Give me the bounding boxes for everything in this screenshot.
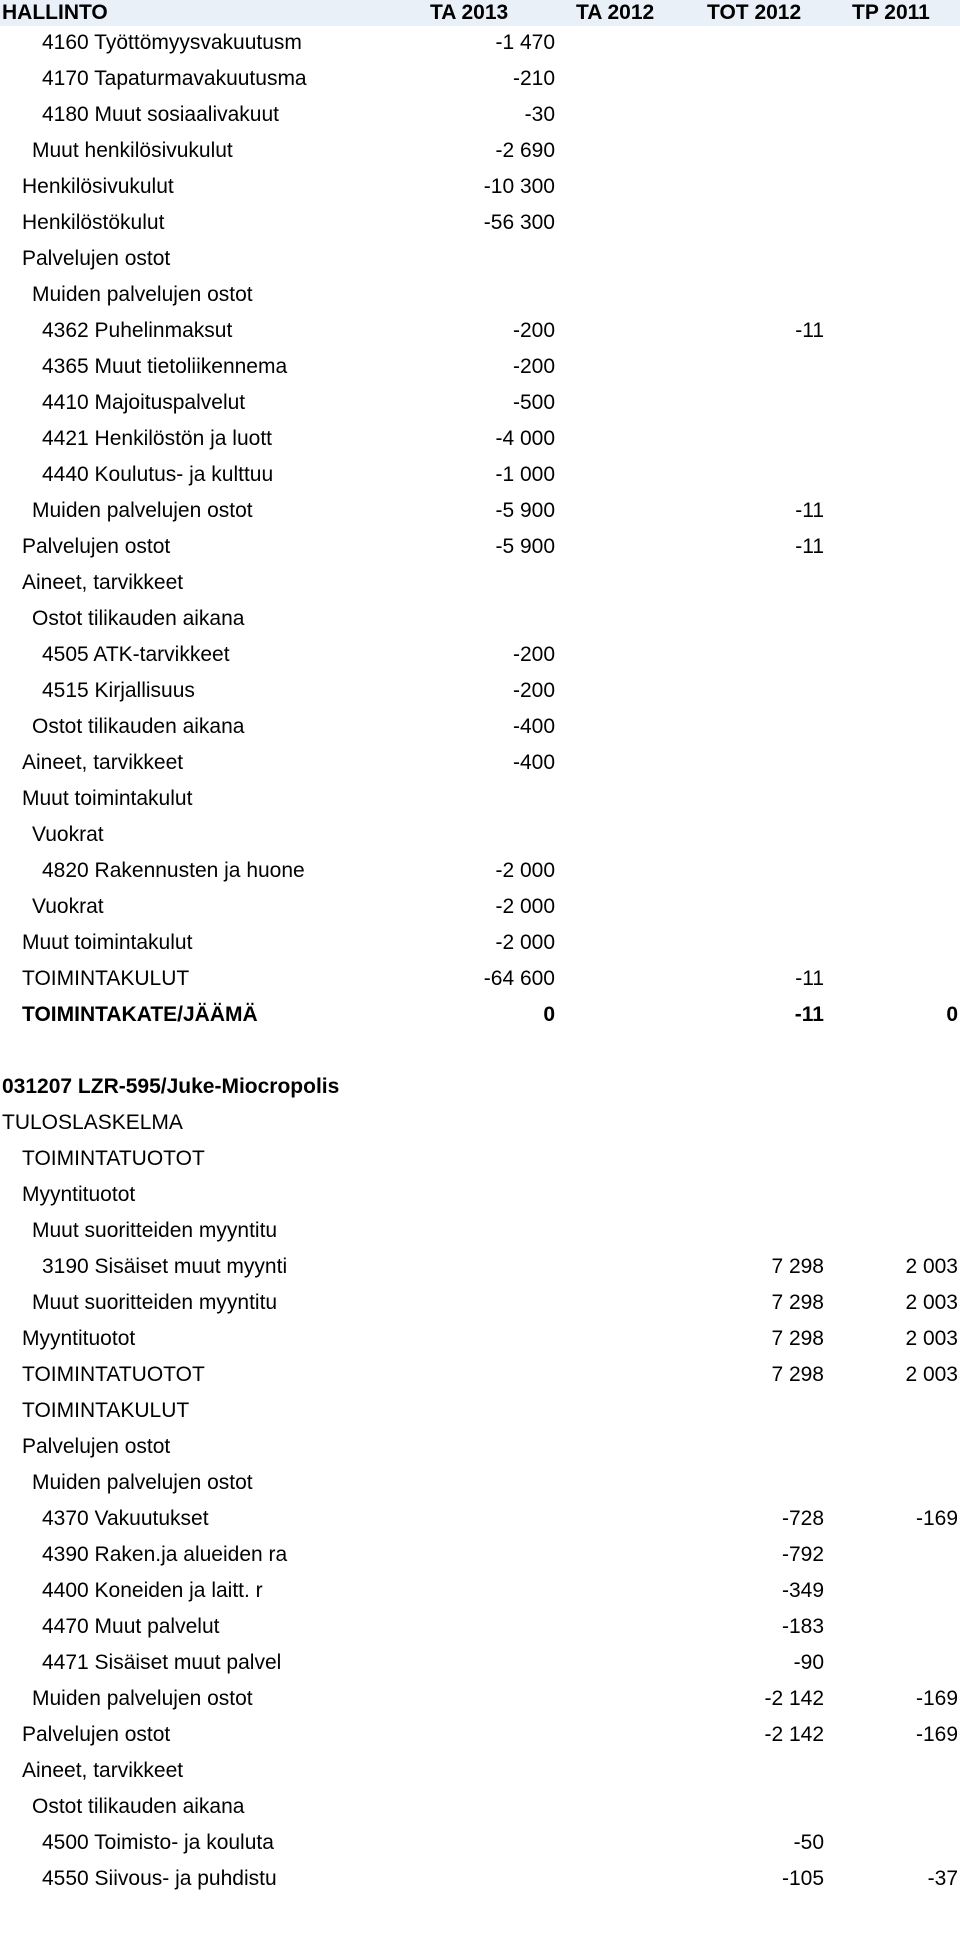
table-row: [0, 1358, 960, 1394]
row-label: Muiden palvelujen ostot: [32, 1687, 253, 1710]
cell-tot2012: -11: [795, 499, 824, 522]
cell-ta2013: 0: [543, 1003, 555, 1026]
table-row: [0, 1286, 960, 1322]
row-label: 4365 Muut tietoliikennema: [42, 355, 288, 378]
row-label: Muut henkilösivukulut: [32, 139, 233, 162]
table-row: [0, 998, 960, 1034]
cell-tot2012: -50: [793, 1831, 824, 1854]
table-row: [0, 1862, 960, 1898]
cell-tot2012: -11: [794, 1003, 824, 1026]
row-label: 4550 Siivous- ja puhdistu: [42, 1867, 277, 1890]
table-row: [0, 1754, 960, 1790]
table-row: [0, 782, 960, 818]
row-label: Muiden palvelujen ostot: [32, 499, 253, 522]
cell-ta2013: -200: [512, 319, 555, 342]
row-label: Henkilösivukulut: [22, 175, 174, 198]
column-header-row: [0, 0, 960, 26]
cell-tot2012: -90: [793, 1651, 824, 1674]
cell-ta2013: -400: [512, 751, 555, 774]
table-row: [0, 278, 960, 314]
column-ta-2012: TA 2012: [576, 1, 655, 24]
row-label: Aineet, tarvikkeet: [22, 751, 184, 774]
row-label: Myyntituotot: [22, 1327, 136, 1350]
table-row: [0, 1034, 960, 1070]
table-row: [0, 1070, 960, 1106]
row-label: Palvelujen ostot: [22, 1723, 171, 1746]
cell-tp2011: 2 003: [905, 1363, 958, 1386]
row-label: 4470 Muut palvelut: [42, 1615, 220, 1638]
table-row: [0, 1682, 960, 1718]
row-label: Aineet, tarvikkeet: [22, 571, 184, 594]
row-label: 4160 Työttömyysvakuutusm: [42, 31, 302, 54]
cell-ta2013: -56 300: [483, 211, 555, 234]
table-row: [0, 1790, 960, 1826]
table-row: [0, 98, 960, 134]
row-label: Palvelujen ostot: [22, 247, 171, 270]
cell-ta2013: -2 000: [495, 931, 555, 954]
row-label: TOIMINTATUOTOT: [22, 1147, 205, 1170]
table-row: [0, 422, 960, 458]
cell-ta2013: -30: [524, 103, 555, 126]
row-label: 4370 Vakuutukset: [42, 1507, 209, 1530]
table-row: [0, 1322, 960, 1358]
table-row: [0, 170, 960, 206]
cell-ta2013: -2 000: [495, 895, 555, 918]
cell-ta2013: -5 900: [495, 499, 555, 522]
column-tp-2011: TP 2011: [852, 1, 930, 24]
cell-tp2011: -169: [915, 1687, 958, 1710]
cell-ta2013: -210: [512, 67, 555, 90]
row-label: Vuokrat: [32, 823, 104, 846]
table-row: [0, 1106, 960, 1142]
cell-tp2011: 2 003: [905, 1327, 958, 1350]
row-label: 4400 Koneiden ja laitt. r: [42, 1579, 263, 1602]
row-label: Muut suoritteiden myyntitu: [32, 1291, 278, 1314]
cell-tot2012: -11: [795, 319, 824, 342]
table-row: [0, 602, 960, 638]
cell-ta2013: -2 690: [495, 139, 555, 162]
table-row: [0, 386, 960, 422]
cell-tp2011: 2 003: [905, 1291, 958, 1314]
table-row: [0, 926, 960, 962]
cell-tot2012: 7 298: [771, 1327, 824, 1350]
row-label: 3190 Sisäiset muut myynti: [42, 1255, 288, 1278]
cell-ta2013: -5 900: [495, 535, 555, 558]
table-row: [0, 1574, 960, 1610]
row-label: 4390 Raken.ja alueiden ra: [42, 1543, 288, 1566]
table-row: [0, 566, 960, 602]
cell-tot2012: -2 142: [764, 1687, 824, 1710]
row-label: Ostot tilikauden aikana: [32, 715, 245, 738]
cell-tot2012: -11: [795, 535, 824, 558]
row-label: TOIMINTAKATE/JÄÄMÄ: [22, 1003, 258, 1026]
cell-ta2013: -4 000: [495, 427, 555, 450]
table-row: [0, 890, 960, 926]
table-row: [0, 1178, 960, 1214]
table-row: [0, 314, 960, 350]
table-row: [0, 494, 960, 530]
cell-ta2013: -200: [512, 679, 555, 702]
table-row: [0, 1250, 960, 1286]
sheet-title: HALLINTO: [2, 1, 108, 24]
table-row: [0, 1142, 960, 1178]
cell-tot2012: -349: [781, 1579, 824, 1602]
row-label: Muut toimintakulut: [22, 931, 193, 954]
row-label: Muut suoritteiden myyntitu: [32, 1219, 278, 1242]
row-label: Palvelujen ostot: [22, 535, 171, 558]
cell-tp2011: 0: [946, 1003, 958, 1026]
row-label: Muut toimintakulut: [22, 787, 193, 810]
cell-tot2012: -792: [781, 1543, 824, 1566]
table-row: [0, 206, 960, 242]
cell-tot2012: 7 298: [771, 1363, 824, 1386]
table-row: [0, 458, 960, 494]
cell-ta2013: -64 600: [483, 967, 555, 990]
row-label: Henkilöstökulut: [22, 211, 165, 234]
table-row: [0, 1502, 960, 1538]
table-row: [0, 1214, 960, 1250]
cell-tp2011: -169: [915, 1507, 958, 1530]
table-row: [0, 1538, 960, 1574]
table-row: [0, 134, 960, 170]
table-row: [0, 26, 960, 62]
row-label: 4421 Henkilöstön ja luott: [42, 427, 272, 450]
cell-ta2013: -1 470: [495, 31, 555, 54]
row-label: 4515 Kirjallisuus: [42, 679, 195, 702]
cell-tot2012: -105: [781, 1867, 824, 1890]
table-row: [0, 530, 960, 566]
row-label: 4170 Tapaturmavakuutusma: [42, 67, 307, 90]
row-label: 4505 ATK-tarvikkeet: [42, 643, 230, 666]
table-row: [0, 1826, 960, 1862]
row-label: 4820 Rakennusten ja huone: [42, 859, 305, 882]
cell-ta2013: -500: [512, 391, 555, 414]
table-row: [0, 674, 960, 710]
table-row: [0, 350, 960, 386]
table-row: [0, 1466, 960, 1502]
row-label: Ostot tilikauden aikana: [32, 607, 245, 630]
row-label: Vuokrat: [32, 895, 104, 918]
cell-tot2012: -11: [795, 967, 824, 990]
row-label: 4410 Majoituspalvelut: [42, 391, 246, 414]
cell-tp2011: -169: [915, 1723, 958, 1746]
row-label: 4180 Muut sosiaalivakuut: [42, 103, 279, 126]
row-label: TOIMINTAKULUT: [22, 1399, 190, 1422]
row-label: 4471 Sisäiset muut palvel: [42, 1651, 282, 1674]
row-label: Palvelujen ostot: [22, 1435, 171, 1458]
row-label: Muiden palvelujen ostot: [32, 283, 253, 306]
table-row: [0, 710, 960, 746]
cell-tot2012: 7 298: [771, 1255, 824, 1278]
table-row: [0, 1718, 960, 1754]
cell-tot2012: -2 142: [764, 1723, 824, 1746]
account-rows: [0, 26, 960, 1898]
cell-ta2013: -200: [512, 643, 555, 666]
table-row: [0, 1394, 960, 1430]
row-label: 4362 Puhelinmaksut: [42, 319, 233, 342]
cell-tot2012: 7 298: [771, 1291, 824, 1314]
cell-ta2013: -400: [512, 715, 555, 738]
row-label: 4500 Toimisto- ja kouluta: [42, 1831, 274, 1854]
cell-tot2012: -728: [781, 1507, 824, 1530]
table-row: [0, 746, 960, 782]
table-row: [0, 854, 960, 890]
cell-ta2013: -200: [512, 355, 555, 378]
row-label: TOIMINTATUOTOT: [22, 1363, 205, 1386]
table-row: [0, 62, 960, 98]
table-row: [0, 1610, 960, 1646]
column-tot-2012: TOT 2012: [707, 1, 802, 24]
cell-tp2011: 2 003: [905, 1255, 958, 1278]
row-label: Aineet, tarvikkeet: [22, 1759, 184, 1782]
cell-ta2013: -2 000: [495, 859, 555, 882]
row-label: TULOSLASKELMA: [2, 1111, 183, 1134]
row-label: 031207 LZR-595/Juke-Miocropolis: [2, 1075, 340, 1098]
row-label: Myyntituotot: [22, 1183, 136, 1206]
row-label: 4440 Koulutus- ja kulttuu: [42, 463, 274, 486]
column-ta-2013: TA 2013: [430, 1, 509, 24]
row-label: Ostot tilikauden aikana: [32, 1795, 245, 1818]
cell-tot2012: -183: [781, 1615, 824, 1638]
table-row: [0, 1646, 960, 1682]
table-row: [0, 242, 960, 278]
cell-ta2013: -10 300: [483, 175, 555, 198]
cell-tp2011: -37: [927, 1867, 958, 1890]
row-label: TOIMINTAKULUT: [22, 967, 190, 990]
table-row: [0, 962, 960, 998]
table-row: [0, 638, 960, 674]
table-row: [0, 818, 960, 854]
row-label: Muiden palvelujen ostot: [32, 1471, 253, 1494]
table-row: [0, 1430, 960, 1466]
cell-ta2013: -1 000: [495, 463, 555, 486]
